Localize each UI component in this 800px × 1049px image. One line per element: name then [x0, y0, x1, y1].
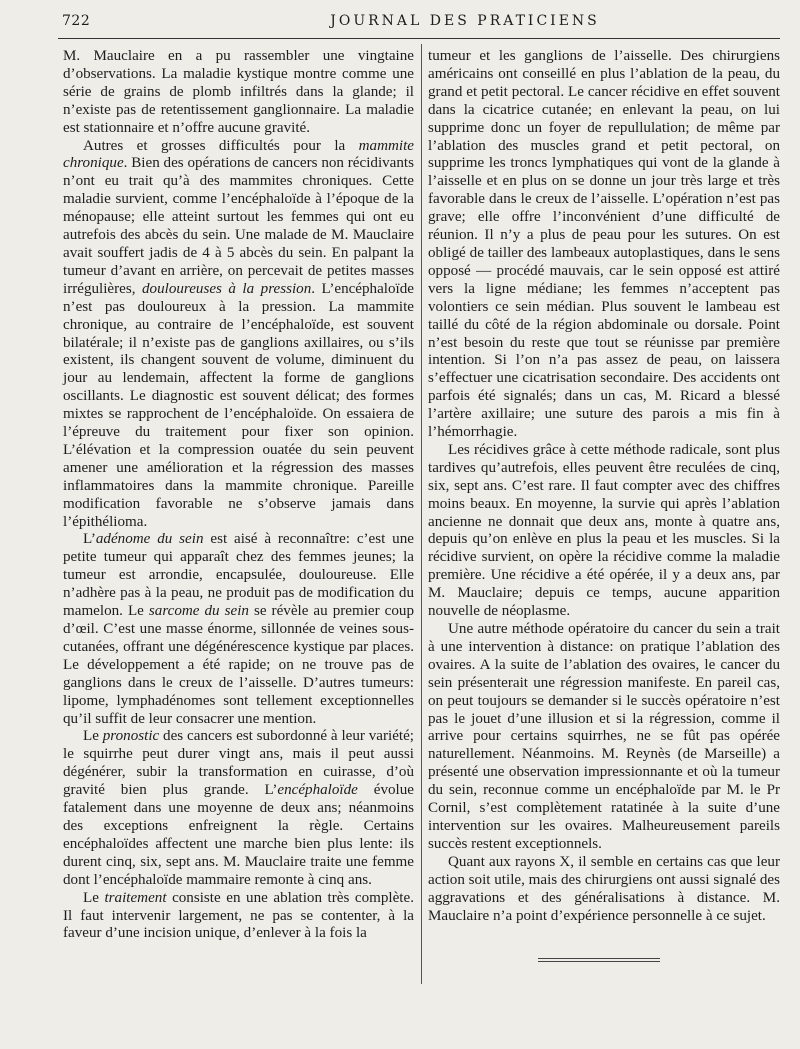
paragraph-rayons-x: Quant aux rayons X, il semble en certains cas que leur action soit utile, mais des chirurgiens ont aussi signalé des aggravations et des généralisations à distance. M. Mauclaire n’a point d’expérience personnelle à ce sujet. [428, 853, 780, 924]
paragraph-ablation-ovaires: Une autre méthode opératoire du cancer du sein a trait à une intervention à distance: on pratique l’ablation des ovaires. A la suite de l’ablation des ovaires, le cancer du sein présenterait une régression manifeste. En pareil cas, on peut toujours se demander si le succès opératoire n’est pas le jouet d’une illusion et si la régression, comme il arrive pour certains squirrhes, ne se fût pas opérée naturellement. Néanmoins. M. Reynès (de Marseille) a présenté une observation impressionnante et où la tumeur du sein, reconnue comme un encéphaloïde par M. le Pr Cornil, s’est complètement ratatinée à la suite d’une intervention sur les ovaires. Malheureusement pareils succès restent exceptionnels. [428, 621, 780, 852]
paragraph-traitement-continued: tumeur et les ganglions de l’aisselle. Des chirurgiens américains ont conseillé en plus l’ablation de la peau, du grand et petit pectoral. Le cancer récidive en effet souvent dans la cicatrice cutanée; en enlevant la peau, on lui supprime donc un foyer de repullulation; de même par l’ablation des muscles grand et petit pectoral, on supprime les troncs lymphatiques qui vont de la glande à l’aisselle et en plus on se donne un jour très large et très favorable dans le creux de l’aisselle. L’opération n’est pas grave; elle offre l’inconvénient d’une difficulté de réunion. Il n’y a plus de peau pour les sutures. On est obligé de tailler des lambeaux autoplastiques, dans le sens opposé — procédé mauvais, car le sein opposé est attiré vers la ligne médiane; les femmes n’acceptent pas volontiers ce sein médian. Plus souvent le lambeau est taillé du côté de la région abdominale ou dorsale. Point n’est besoin du reste que tout se réunisse par première intention. Si l’on n’a pas assez de peau, on laissera s’effectuer une cicatrisation secondaire. Des accidents ont parfois été signalés; dans un cas, M. Ricard a blessé l’artère axillaire; une suture des parois a mis fin à l’hémorrhagie. [428, 48, 780, 441]
article-end-rule [538, 958, 660, 964]
running-title: JOURNAL DES PRATICIENS [330, 13, 600, 29]
paragraph-adenome: L’adénome du sein est aisé à reconnaître: c’est une petite tumeur qui apparaît chez des femmes jeunes; la tumeur est arrondie, encapsulée, douloureuse. Elle n’adhère pas à la peau, ne produit pas de modification du mamelon. Le sarcome du sein se révèle au premier coup d’œil. C’est une masse énorme, sillonnée de veines sous-cutanées, offrant une dégénérescence kystique par places. Le développement a été rapide; on ne trouve pas de ganglions dans le creux de l’aisselle. D’autres tumeurs: lipome, lymphadénomes sont tellement exceptionnelles qu’il suffit de leur consacrer une mention. [63, 531, 414, 727]
term-sarcome-du-sein: sarcome du sein [148, 603, 249, 620]
term-pronostic: pronostic [102, 728, 160, 745]
term-mammite-chronique: mammite chronique [63, 137, 414, 172]
right-column [428, 48, 780, 925]
column-divider [421, 44, 422, 984]
paragraph-pronostic: Le pronostic des cancers est subordonné à leur variété; le squirrhe peut durer vingt ans, mais il peut aussi dégénérer, subir la transformation en cuirasse, d’où gravité bien plus grande. L’encéphaloïde évolue fatalement dans une moyenne de deux ans; néanmoins des exceptions enfreignent la règle. Certains encéphaloïdes affectent une marche bien plus lente: ils durent cinq, six, sept ans. M. Mauclaire traite une femme dont l’encéphaloïde mammaire remonte à cinq ans. [63, 728, 414, 888]
paragraph-traitement: Le traitement consiste en une ablation très complète. Il faut intervenir largement, ne pas se contenter, à la faveur d’une incision unique, d’enlever à la fois la [63, 889, 414, 942]
term-encephaloide: encéphaloïde [277, 782, 358, 799]
paragraph-recidives: Les récidives grâce à cette méthode radicale, sont plus tardives qu’autrefois, elles peuvent être reculées de cinq, six, sept ans. C’est rare. Il faut compter avec des chiffres moins beaux. En moyenne, la survie qui après l’ablation ancienne ne donnait que deux ans, monte à quatre ans, depuis qu’on enlève en plus la peau et les muscles. Si la récidive survient, on opère la récidive comme la maladie première. Une récidive a été opérée, il y a deux ans, par M. Mauclaire; depuis ce temps, aucune apparition nouvelle de néoplasme. [428, 441, 780, 620]
term-traitement: traitement [104, 889, 167, 906]
term-adenome-du-sein: adénome du sein [95, 531, 204, 548]
paragraph-continuation: M. Mauclaire en a pu rassembler une vingtaine d’observations. La maladie kystique montre comme une série de grains de plomb infiltrés dans la glande; il n’existe pas de retentissement ganglionnaire. La maladie est stationnaire et n’offre aucune gravité. [63, 48, 414, 136]
left-column [63, 48, 414, 943]
header-rule [58, 38, 780, 39]
term-douloureuses: douloureuses à la pression [141, 280, 312, 297]
paragraph-mammite-chronique: Autres et grosses difficultés pour la mammite chronique. Bien des opérations de cancers non récidivants n’ont eu trait qu’à des mammites chroniques. Cette maladie survient, comme l’encéphaloïde à l’époque de la ménopause; elle atteint surtout les femmes qui ont eu autrefois des abcès du sein. Une malade de M. Mauclaire avait souffert jadis de 4 à 5 abcès du sein. En palpant la tumeur d’avant en arrière, on percevait de petites masses irrégulières, douloureuses à la pression. L’encéphaloïde n’est pas douloureux à la pression. La mammite chronique, au contraire de l’encéphaloïde, est souvent bilatérale; il n’existe pas de ganglions axillaires, ou s’ils existent, ils changent souvent de volume, diminuent du jour au lendemain, affectent la forme de ganglions oscillants. Le diagnostic est souvent délicat; des formes mixtes se rapprochent de l’encéphaloïde. On essaiera de l’épreuve du traitement pour fixer son opinion. L’élévation et la compression ouatée du sein peuvent amener une amélioration et la régression des masses inflammatoires dans la mammite chronique. Pareille modification favorable ne s’observe jamais dans l’épithélioma. [63, 137, 414, 530]
page-number: 722 [62, 13, 91, 29]
